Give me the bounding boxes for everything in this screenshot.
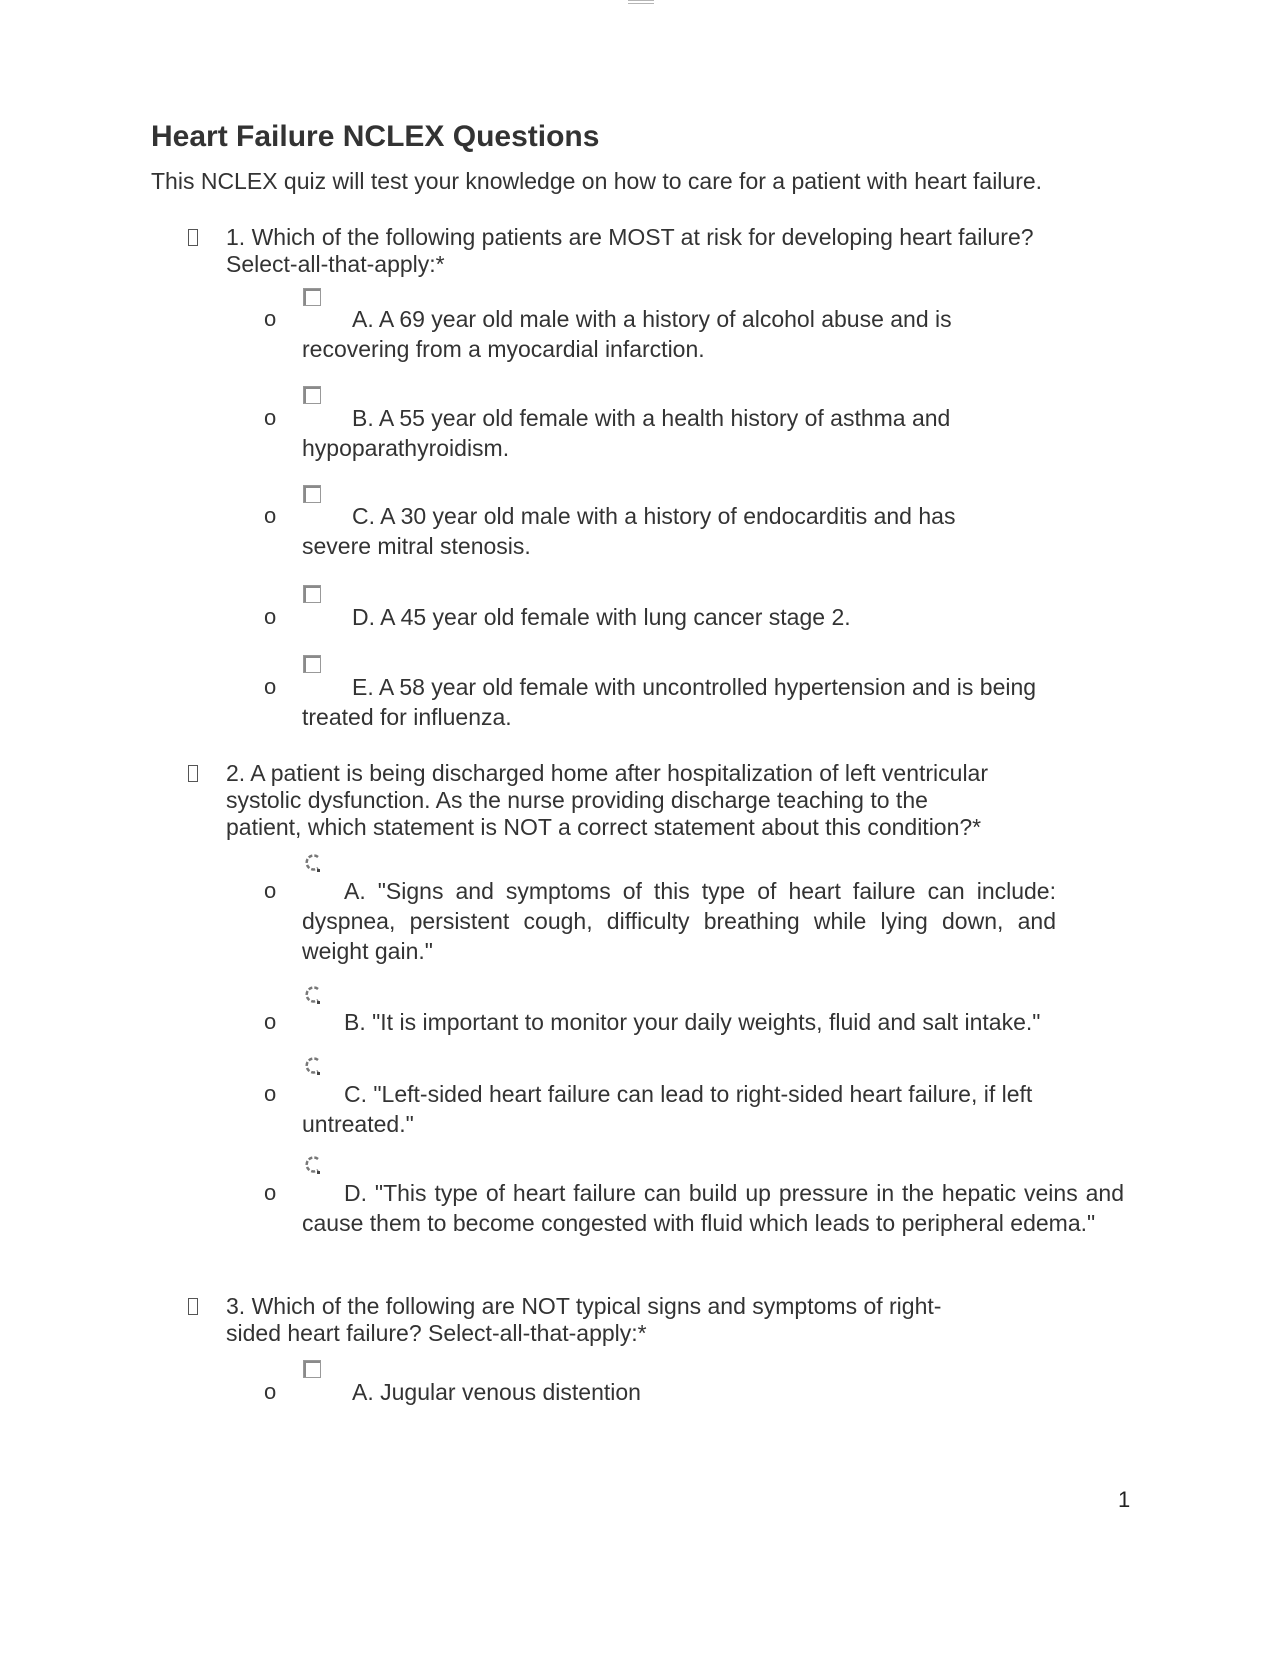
sub-bullet: o bbox=[264, 503, 277, 528]
option-q2-c: C. "Left-sided heart failure can lead to right-sided heart failure, if left untreated." bbox=[302, 1081, 1033, 1137]
sub-bullet: o bbox=[264, 306, 277, 331]
sub-bullet: o bbox=[264, 1180, 277, 1205]
checkbox-q3-a[interactable] bbox=[303, 1360, 321, 1378]
sub-bullet: o bbox=[264, 878, 277, 903]
radio-q2-d[interactable] bbox=[304, 1155, 322, 1175]
option-q1-c: C. A 30 year old male with a history of endocarditis and has severe mitral stenosis. bbox=[302, 503, 956, 559]
option-q2-b: B. "It is important to monitor your daily weights, fluid and salt intake." bbox=[344, 1009, 1041, 1035]
option-q1-d: D. A 45 year old female with lung cancer stage 2. bbox=[352, 604, 851, 630]
option-q2-a: A. "Signs and symptoms of this type of heart failure can include: dyspnea, persistent cough, difficulty breathing while lying down, and weight gain." bbox=[302, 878, 1056, 964]
question-bullet-icon bbox=[188, 229, 198, 246]
question-1-text bbox=[226, 224, 1034, 278]
sub-bullet: o bbox=[264, 1379, 277, 1404]
sub-bullet: o bbox=[264, 1081, 277, 1106]
question-bullet-icon bbox=[188, 765, 198, 782]
option-q2-d: D. "This type of heart failure can build up pressure in the hepatic veins and cause them to become congested with fluid which leads to peripheral edema." bbox=[302, 1180, 1124, 1236]
radio-q2-b[interactable] bbox=[304, 985, 322, 1005]
question-2-line-2: systolic dysfunction. As the nurse providing discharge teaching to the bbox=[226, 787, 928, 813]
sub-bullet: o bbox=[264, 604, 277, 629]
option-q3-a: A. Jugular venous distention bbox=[352, 1379, 641, 1405]
checkbox-q1-e[interactable] bbox=[303, 655, 321, 673]
sub-bullet: o bbox=[264, 1009, 277, 1034]
intro-text: This NCLEX quiz will test your knowledge on how to care for a patient with heart failure. bbox=[151, 168, 1043, 194]
option-q1-e: E. A 58 year old female with uncontrolled hypertension and is being treated for influenza. bbox=[302, 674, 1037, 730]
question-1-line-2: Select-all-that-apply:* bbox=[226, 251, 445, 277]
question-bullet-icon bbox=[188, 1298, 198, 1315]
page-number: 1 bbox=[1118, 1487, 1131, 1512]
sub-bullet: o bbox=[264, 674, 277, 699]
question-3-line-1: 3. Which of the following are NOT typical signs and symptoms of right- bbox=[226, 1293, 942, 1319]
question-1-line-1: 1. Which of the following patients are MOST at risk for developing heart failure? bbox=[226, 224, 1034, 250]
sub-bullet: o bbox=[264, 405, 277, 430]
question-2-line-3: patient, which statement is NOT a correct statement about this condition?* bbox=[226, 814, 982, 840]
header-artifact bbox=[628, 0, 654, 6]
option-q1-a: A. A 69 year old male with a history of alcohol abuse and is recovering from a myocardial infarction. bbox=[302, 306, 952, 362]
question-2-text bbox=[226, 760, 988, 841]
radio-q2-c[interactable] bbox=[304, 1056, 322, 1076]
question-2-line-1: 2. A patient is being discharged home after hospitalization of left ventricular bbox=[226, 760, 989, 786]
option-q1-b: B. A 55 year old female with a health history of asthma and hypoparathyroidism. bbox=[302, 405, 951, 461]
checkbox-q1-b[interactable] bbox=[303, 386, 321, 404]
radio-q2-a[interactable] bbox=[304, 853, 322, 873]
checkbox-q1-d[interactable] bbox=[303, 585, 321, 603]
question-3-text bbox=[226, 1293, 941, 1347]
question-3-line-2: sided heart failure? Select-all-that-apply:* bbox=[226, 1320, 647, 1346]
page-title: Heart Failure NCLEX Questions bbox=[151, 120, 600, 153]
